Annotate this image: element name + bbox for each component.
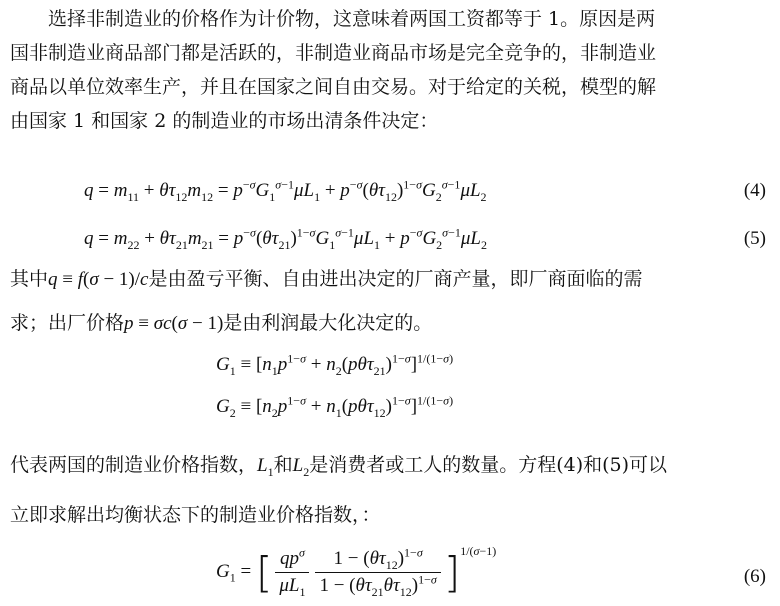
paragraph-1-line-4: 由国家 1 和国家 2 的制造业的市场出清条件决定： (10, 110, 439, 132)
equation-5-number: (5) (743, 228, 766, 249)
equation-g1-def (0, 348, 780, 382)
equation-4-body: $q = m_{11} + \theta\tau_{12}m_{12} = p^{-\sigma}G_1^{\sigma-1}\mu L_1 + p^{-\sigma}(\theta\tau_{12})^{1-\sigma}G_2^{\sigma-1}\mu L_2$ (84, 177, 487, 204)
equation-5 (0, 222, 780, 256)
paragraph-3-line-1 (10, 448, 770, 483)
inline-math-p-def: p ≡ σc(σ − 1) (124, 313, 224, 334)
equation-5-body: $q = m_{22} + \theta\tau_{21}m_{21} = p^{-\sigma}(\theta\tau_{21})^{1-\sigma}G_1^{\sigma-1}\mu L_1 + p^{-\sigma}G_2^{\sigma-1}\mu L_2$ (84, 225, 487, 252)
paragraph-1-line-3: 商品以单位效率生产，并且在国家之间自由交易。对于给定的关税，模型的解 (10, 76, 657, 98)
equation-4 (0, 174, 780, 208)
right-bracket: ] (443, 548, 461, 597)
p3-line1-pre: 代表两国的制造业价格指数， (10, 454, 258, 476)
equation-6-number: (6) (743, 566, 766, 587)
paragraph-2-line-1 (10, 262, 770, 297)
inline-math-L1: $L_1$ (257, 455, 274, 479)
p2-line1-pre: 其中 (10, 268, 49, 290)
p2-line1-mid: 是由盈亏平衡、自由进出决定的厂商产量，即厂商面临的需 (148, 268, 643, 290)
paragraph-2-line-2 (10, 306, 770, 341)
equation-4-number: (4) (743, 180, 766, 201)
equation-g1-def-body: $G_1 \equiv [n_1p^{1-\sigma} + n_2(p\theta\tau_{21})^{1-\sigma}]^{1/(1-\sigma)}$ (216, 351, 454, 378)
paragraph-3-line-2: 立即求解出均衡状态下的制造业价格指数，： (10, 504, 381, 526)
p3-line1-and: 和 (273, 454, 293, 476)
equation-g2-def-body: $G_2 \equiv [n_2p^{1-\sigma} + n_1(p\theta\tau_{12})^{1-\sigma}]^{1/(1-\sigma)}$ (216, 393, 454, 420)
p2-line2-post: 是由利润最大化决定的。 (223, 312, 433, 334)
equation-6-body: $G_1$ = [ $\frac{qp^\sigma}{\mu L_1}$ $\frac{1 - (\theta\tau_{12})^{1-\sigma}}{1 - (\theta\tau_{21}\theta\tau_{12})^{1-\sigma}}$ ]$^{1/(\sigma-1)}$ (216, 543, 497, 599)
left-bracket: [ (255, 548, 273, 597)
inline-math-q-def: q ≡ f(σ − 1)/c (48, 269, 149, 290)
fraction-qp-over-muL: $\frac{qp^\sigma}{\mu L_1}$ (275, 548, 309, 597)
equation-6 (0, 543, 780, 606)
equation-g2-def (0, 390, 780, 424)
p2-line2-pre: 求；出厂价格 (10, 312, 125, 334)
paragraph-1-line-1: 选择非制造业的价格作为计价物，这意味着两国工资都等于 1。原因是两 (48, 8, 656, 30)
paragraph-1-line-2: 国非制造业商品部门都是活跃的，非制造业商品市场是完全竞争的，非制造业 (10, 42, 657, 64)
fraction-tau-ratio: $\frac{1 - (\theta\tau_{12})^{1-\sigma}}{1 - (\theta\tau_{21}\theta\tau_{12})^{1-\sigma}}$ (315, 548, 440, 597)
inline-math-L2: $L_2$ (292, 455, 310, 479)
p3-line1-post: 是消费者或工人的数量。方程(4)和(5)可以 (309, 454, 668, 476)
